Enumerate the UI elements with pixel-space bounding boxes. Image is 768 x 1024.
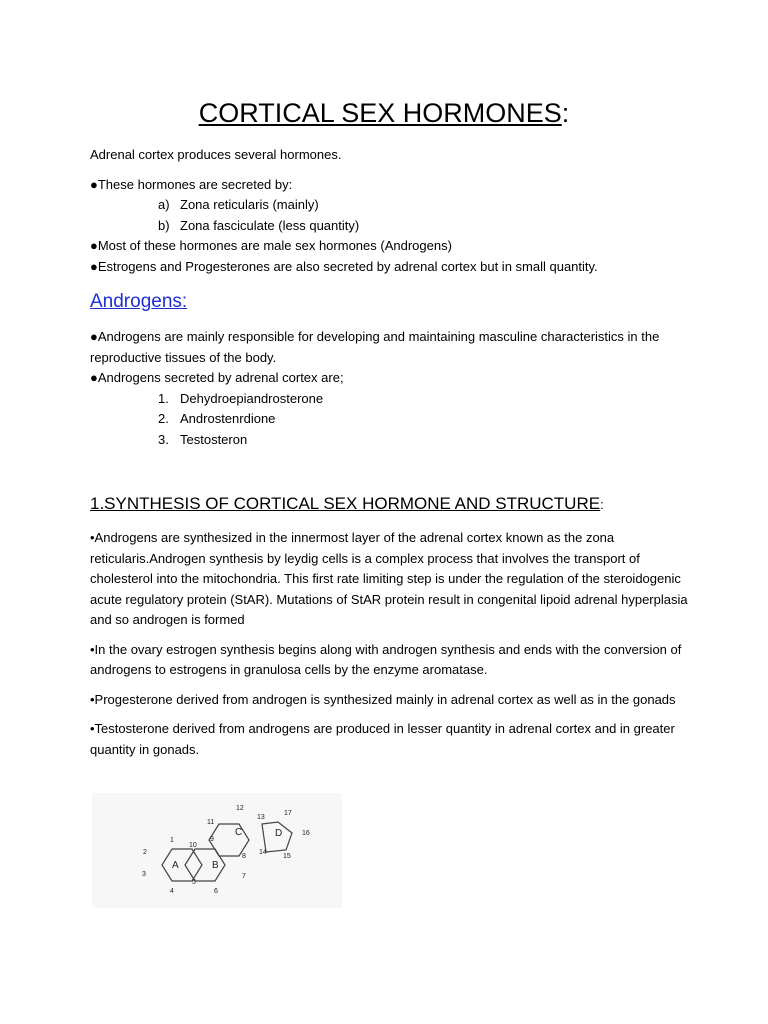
ring-label: A — [172, 860, 179, 871]
atom-number: 3 — [142, 871, 146, 878]
androgen-list-item: 3. Testosteron — [158, 431, 248, 447]
synthesis-paragraph: •In the ovary estrogen synthesis begins along with androgen synthesis and ends with the conversion of androgens to estrogens in granulosa cells by the enzyme aromatase. — [90, 641, 682, 677]
steroid-structure-figure — [92, 793, 342, 908]
secreted-by-line: ●These hormones are secreted by: — [90, 176, 293, 192]
male-hormones-line: ●Most of these hormones are male sex hormones (Androgens) — [90, 238, 452, 253]
intro-paragraph: Adrenal cortex produces several hormones. — [90, 147, 342, 162]
atom-number: 11 — [207, 819, 215, 826]
ring-label: D — [275, 828, 283, 839]
atom-number: 15 — [283, 853, 291, 860]
atom-number: 12 — [236, 805, 244, 812]
androgens-secreted-line: ●Androgens secreted by adrenal cortex are; — [90, 370, 344, 385]
ring-c-shape — [209, 824, 249, 856]
ring-a-shape — [162, 849, 202, 881]
androgens-heading: Androgens: — [90, 291, 188, 312]
atom-number: 17 — [284, 810, 292, 817]
estrogens-line: ●Estrogens and Progesterones are also secreted by adrenal cortex but in small quantity. — [90, 258, 598, 274]
atom-number: 9 — [210, 836, 214, 843]
atom-number: 16 — [302, 830, 310, 837]
atom-number: 2 — [143, 849, 147, 856]
atom-number: 10 — [189, 842, 197, 849]
androgen-list-item: 1. Dehydroepiandrosterone — [158, 390, 324, 406]
ring-label: B — [212, 860, 219, 871]
atom-number: 6 — [214, 888, 218, 895]
page-title: CORTICAL SEX HORMONES: — [198, 98, 570, 128]
androgens-section — [90, 327, 690, 450]
synthesis-paragraph: •Androgens are synthesized in the innermost layer of the adrenal cortex known as the zona reticularis.Androgen synthesis by leydig cells is a complex process that involves the transport of cholesterol into the mitochondria. This first rate limiting step is under the regulation of the steroidogenic acute regulatory protein (StAR). Mutations of StAR protein result in congenital lipoid adrenal hyperplasia and so androgen is formed — [90, 530, 688, 627]
steroid-structure-diagram — [92, 793, 342, 908]
ring-label: C — [235, 827, 243, 838]
atom-number: 5 — [192, 879, 196, 886]
ring-b-shape — [185, 849, 225, 881]
androgen-list-item: 2. Androstenrdione — [158, 411, 276, 426]
atom-number: 1 — [170, 837, 174, 844]
atom-number: 13 — [257, 814, 265, 821]
androgens-paragraph: ●Androgens are mainly responsible for developing and maintaining masculine characteristics in the reproductive tissues of the body. — [90, 329, 660, 365]
zone-item: a) Zona reticularis (mainly) — [158, 197, 319, 212]
atom-number: 14 — [259, 849, 267, 856]
synthesis-paragraph: •Progesterone derived from androgen is synthesized mainly in adrenal cortex as well as in the gonads — [90, 691, 676, 707]
synthesis-section — [90, 528, 690, 760]
synthesis-heading: 1.SYNTHESIS OF CORTICAL SEX HORMONE AND STRUCTURE: — [90, 494, 604, 513]
synthesis-paragraph: •Testosterone derived from androgens are produced in lesser quantity in adrenal cortex and in greater quantity in gonads. — [90, 721, 675, 757]
atom-number: 4 — [170, 888, 174, 895]
zone-item: b) Zona fasciculate (less quantity) — [158, 217, 360, 233]
atom-number: 7 — [242, 873, 246, 880]
intro-section — [90, 145, 690, 277]
atom-number: 8 — [242, 853, 246, 860]
